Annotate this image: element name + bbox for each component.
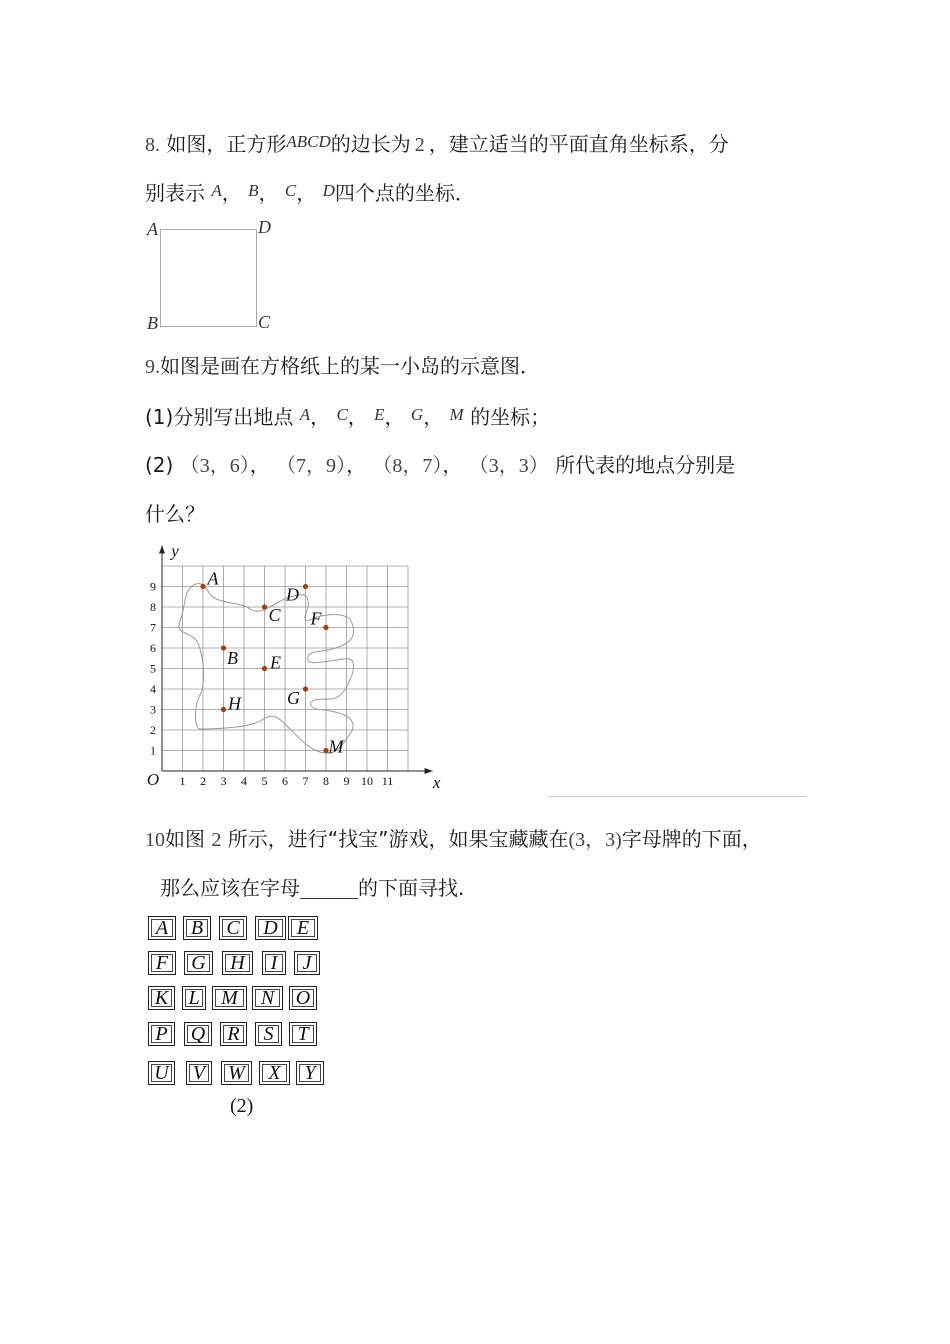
- letter-card-y: [296, 1061, 324, 1085]
- q9-coord: （7，9）: [276, 455, 347, 477]
- q10-line1: [145, 825, 762, 854]
- q10-text-e: 的下面寻找.: [358, 876, 465, 900]
- data-point-a: [200, 584, 205, 589]
- letter-card-label: U: [154, 1062, 169, 1084]
- x-tick-label: 5: [261, 774, 268, 788]
- q8-pointC: C: [284, 181, 297, 200]
- q9-part1-prefix: (1)分别写出地点: [145, 405, 294, 429]
- letter-card-k: [148, 986, 175, 1010]
- q9-point: E: [374, 405, 385, 424]
- origin-label: O: [146, 770, 160, 789]
- q9-part2-line2-text: 什么？: [145, 502, 205, 526]
- letter-card-f: [148, 951, 176, 975]
- answer-blank[interactable]: [300, 878, 358, 899]
- letter-card-d: [255, 916, 286, 940]
- letter-card-label: Q: [190, 1023, 206, 1045]
- letter-card-q: [184, 1022, 212, 1046]
- data-point-f: [323, 625, 328, 630]
- q10-fig: 2: [211, 829, 222, 851]
- letter-card-t: [289, 1022, 317, 1046]
- y-tick-label: 1: [150, 743, 156, 758]
- letter-card-label: D: [263, 917, 278, 939]
- letter-card-label: V: [192, 1062, 206, 1084]
- letter-card-label: P: [155, 1023, 168, 1045]
- letter-card-e: [288, 916, 318, 940]
- letter-card-u: [148, 1061, 175, 1085]
- letter-card-label: C: [226, 917, 240, 939]
- q9-intro: [145, 352, 540, 381]
- y-tick-label: 3: [150, 702, 156, 717]
- q8-pointA: A: [211, 181, 222, 200]
- q9-intro-text: 如图是画在方格纸上的某一小岛的示意图．: [160, 354, 540, 378]
- letter-card-a: [148, 916, 176, 940]
- letter-card-l: [182, 986, 206, 1010]
- square-figure: [160, 229, 257, 327]
- data-point-g: [303, 686, 308, 691]
- q9-part2-line2: [145, 500, 205, 528]
- q8-text3: ，建立适当的平面直角坐标系，分: [428, 132, 729, 156]
- q8-pointD: D: [322, 181, 335, 200]
- q9-point: A: [299, 405, 311, 424]
- point-label-h: H: [228, 693, 241, 714]
- y-tick-label: 2: [150, 723, 156, 737]
- letter-card-label: F: [155, 952, 169, 974]
- q8-comma: ，: [258, 181, 279, 205]
- y-tick-label: 5: [150, 661, 156, 676]
- x-tick-label: 6: [282, 774, 288, 788]
- q9-coord: （3，6）: [179, 455, 250, 477]
- letter-card-n: [252, 986, 283, 1010]
- x-axis-arrow: [425, 768, 433, 774]
- letter-card-label: J: [302, 952, 312, 974]
- letter-card-o: [289, 986, 317, 1010]
- q8-side: 2: [414, 134, 425, 156]
- q9-coord: （8，7）: [372, 455, 443, 477]
- x-tick-label: 1: [179, 774, 186, 788]
- letter-card-label: O: [295, 987, 311, 1009]
- letter-card-label: W: [228, 1062, 245, 1084]
- letter-card-x: [259, 1061, 290, 1085]
- point-label-g: G: [287, 688, 300, 708]
- y-tick-label: 6: [150, 641, 156, 655]
- q9-part1: [145, 401, 550, 431]
- q9-point: M: [449, 405, 464, 424]
- data-point-d: [303, 584, 308, 589]
- letter-card-m: [212, 986, 247, 1010]
- data-point-b: [221, 645, 226, 650]
- square-label-d: D: [258, 217, 271, 237]
- x-axis-label: x: [432, 773, 441, 792]
- letter-card-label: R: [227, 1023, 240, 1045]
- q8-comma: ，: [296, 181, 317, 205]
- letter-card-v: [186, 1061, 212, 1085]
- x-tick-label: 3: [220, 774, 227, 788]
- letter-card-p: [148, 1022, 175, 1046]
- letter-card-i: [262, 951, 286, 975]
- data-point-e: [262, 666, 267, 671]
- q9-comma: ，: [423, 405, 444, 429]
- q10-text-c: 字母牌的下面，: [621, 827, 762, 851]
- chart-grid: [159, 546, 433, 775]
- square-label-b: B: [147, 313, 158, 333]
- q8-text2: 的边长为: [330, 132, 411, 156]
- square-label-c: C: [258, 312, 271, 332]
- y-tick-label: 8: [150, 600, 156, 614]
- letter-card-label: N: [260, 987, 275, 1009]
- island-chart: [140, 535, 450, 795]
- data-point-c: [262, 604, 267, 609]
- point-label-c: C: [268, 605, 281, 625]
- letter-card-label: Y: [304, 1062, 316, 1084]
- x-tick-label: 8: [323, 774, 329, 788]
- letter-card-w: [221, 1061, 252, 1085]
- figure-caption: (2): [230, 1095, 254, 1117]
- letter-card-label: E: [296, 917, 310, 939]
- y-tick-label: 9: [150, 579, 156, 594]
- letter-card-label: B: [190, 917, 204, 939]
- point-label-b: B: [227, 648, 238, 668]
- q8-square-name: ABCD: [286, 132, 331, 151]
- q10-number: 10: [145, 829, 165, 851]
- x-tick-label: 9: [343, 774, 350, 788]
- q8-line2: [145, 177, 475, 207]
- letter-card-label: G: [191, 952, 206, 974]
- q8-number: 8.: [145, 134, 160, 156]
- letter-card-label: A: [155, 917, 169, 939]
- letter-card-label: L: [188, 987, 200, 1009]
- q8-line1: [145, 128, 729, 159]
- letter-card-label: S: [263, 1023, 274, 1045]
- q9-comma: ，: [347, 405, 368, 429]
- x-tick-label: 10: [361, 774, 373, 788]
- q10-text-b: 所示，进行“找宝”游戏，如果宝藏藏在: [227, 827, 569, 851]
- letter-card-label: H: [230, 952, 245, 974]
- q8-text5: 四个点的坐标．: [334, 181, 475, 205]
- q10-text-a: 如图: [165, 827, 205, 851]
- x-tick-label: 11: [381, 774, 394, 788]
- y-axis-label: y: [171, 541, 179, 561]
- letter-card-label: K: [154, 987, 169, 1009]
- q10-line2: [160, 874, 464, 902]
- point-label-m: M: [328, 736, 344, 757]
- q8-comma: ，: [221, 181, 242, 205]
- letter-card-c: [219, 916, 247, 940]
- q9-comma: ，: [384, 405, 405, 429]
- q8-pointB: B: [248, 181, 259, 200]
- q9-point: C: [336, 405, 348, 424]
- q9-number: 9.: [145, 356, 160, 378]
- point-label-a: A: [207, 568, 219, 589]
- q9-comma: ，: [310, 405, 331, 429]
- y-tick-label: 4: [150, 682, 156, 696]
- letter-card-label: I: [270, 952, 278, 974]
- letter-card-h: [222, 951, 253, 975]
- point-label-e: E: [270, 652, 281, 673]
- q9-part2-suffix: 所代表的地点分别是: [555, 453, 736, 477]
- letter-card-j: [294, 951, 320, 975]
- q10-text-d: 那么应该在字母: [160, 876, 300, 900]
- y-axis-arrow: [159, 546, 165, 554]
- letter-card-label: T: [297, 1023, 309, 1045]
- section-divider: [548, 796, 806, 797]
- q9-part2: (2) （3，6）， （7，9）， （8，7）， （3，3） 所代表的地点分别是: [145, 453, 736, 477]
- letter-card-r: [220, 1022, 247, 1046]
- x-tick-label: 4: [241, 774, 247, 788]
- letter-card-label: M: [221, 987, 238, 1009]
- letter-card-g: [184, 951, 213, 975]
- q9-coord: （3，3）: [468, 455, 549, 477]
- point-label-d: D: [286, 584, 299, 605]
- x-tick-label: 2: [200, 774, 206, 788]
- q9-part1-suffix: 的坐标；: [470, 405, 551, 429]
- letter-card-b: [183, 916, 211, 940]
- square-label-a: A: [147, 219, 158, 239]
- q8-text4: 别表示: [145, 181, 205, 205]
- q9-part2-prefix: (2): [145, 453, 174, 477]
- point-label-f: F: [310, 608, 322, 629]
- letter-card-s: [255, 1022, 282, 1046]
- letter-card-label: X: [268, 1062, 281, 1084]
- y-tick-label: 7: [150, 620, 156, 635]
- q9-point: G: [410, 405, 424, 424]
- q10-coord: (3，3): [568, 829, 622, 851]
- x-tick-label: 7: [302, 774, 309, 788]
- data-point-h: [221, 707, 226, 712]
- q8-text1: 如图，正方形: [166, 132, 287, 156]
